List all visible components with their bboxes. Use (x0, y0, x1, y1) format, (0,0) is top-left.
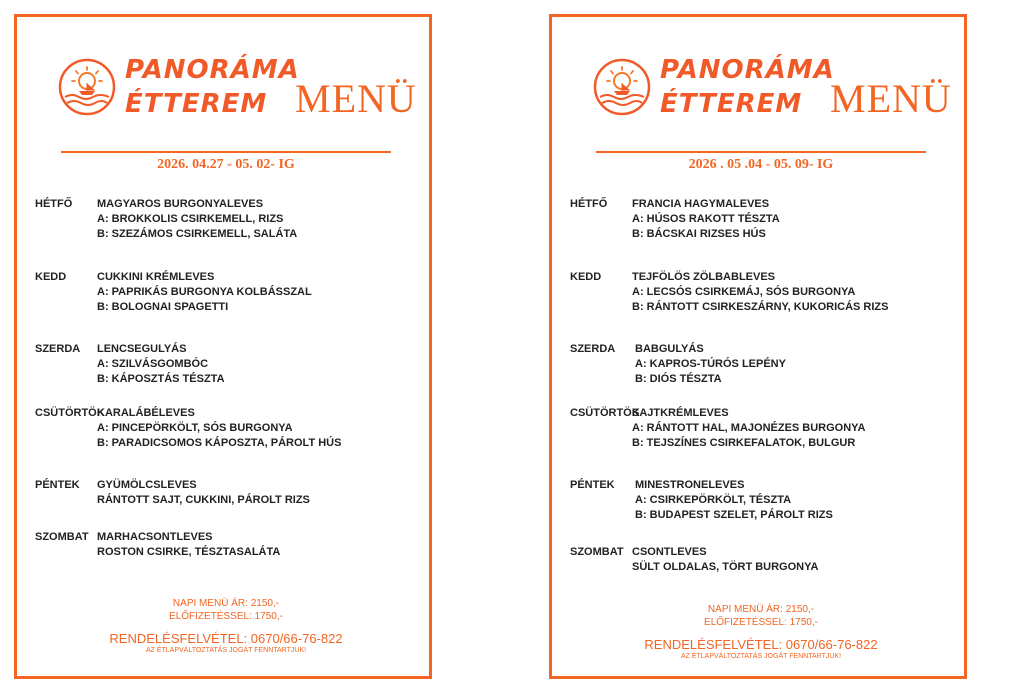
menu-price: NAPI MENÜ ÁR: 2150,- (707, 604, 815, 615)
order-phone: RENDELÉSFELVÉTEL: 0670/66-76-822 (109, 631, 343, 646)
day-name: CSÜTÖRTÖK (35, 407, 105, 419)
soup: CUKKINI KRÉMLEVES (97, 271, 215, 283)
dish-b: B: BUDAPEST SZELET, PÁROLT RIZS (635, 509, 833, 521)
day-name: HÉTFŐ (35, 198, 73, 210)
soup: KARALÁBÉLEVES (97, 407, 195, 419)
divider (61, 151, 391, 153)
dish-b: B: KÁPOSZTÁS TÉSZTA (97, 373, 225, 385)
brand-line-2: ÉTTEREM (660, 89, 803, 119)
day-name: SZOMBAT (35, 531, 89, 543)
dish-b: B: DIÓS TÉSZTA (635, 373, 722, 385)
soup: MARHACSONTLEVES (97, 531, 213, 543)
brand-line-2: ÉTTEREM (125, 89, 268, 119)
brand-line-1: PANORÁMA (660, 55, 835, 85)
dish-a: RÁNTOTT SAJT, CUKKINI, PÁROLT RIZS (97, 494, 310, 506)
menu-price: NAPI MENÜ ÁR: 2150,- (172, 598, 280, 609)
dish-a: A: CSIRKEPÖRKÖLT, TÉSZTA (635, 494, 792, 506)
menu-heading: MENÜ (830, 76, 952, 121)
restaurant-brand-name (125, 53, 300, 121)
dish-a: A: KAPROS-TÚRÓS LEPÉNY (635, 358, 786, 370)
day-name: SZOMBAT (570, 546, 624, 558)
day-name: SZERDA (35, 343, 81, 355)
disclaimer: AZ ÉTLAPVÁLTOZTATÁS JOGÁT FENNTARTJUK! (145, 647, 307, 654)
dish-a: A: LECSÓS CSIRKEMÁJ, SÓS BURGONYA (632, 286, 856, 298)
dish-b: B: PARADICSOMOS KÁPOSZTA, PÁROLT HÚS (97, 437, 342, 449)
soup: TEJFÖLÖS ZÖLBABLEVES (632, 271, 776, 283)
dish-b: B: BÁCSKAI RIZSES HÚS (632, 228, 766, 240)
soup: GYÜMÖLCSLEVES (97, 479, 197, 491)
day-name: CSÜTÖRTÖK (570, 407, 640, 419)
dish-a: ROSTON CSIRKE, TÉSZTASALÁTA (97, 546, 281, 558)
sun-boat-logo-icon (592, 57, 652, 117)
dish-a: A: BROKKOLIS CSIRKEMELL, RIZS (97, 213, 284, 225)
day-name: PÉNTEK (35, 479, 80, 491)
soup: BABGULYÁS (635, 343, 704, 355)
soup: MAGYAROS BURGONYALEVES (97, 198, 264, 210)
dish-a: SÜLT OLDALAS, TÖRT BURGONYA (632, 561, 819, 573)
soup: LENCSEGULYÁS (97, 343, 187, 355)
dish-b: B: BOLOGNAI SPAGETTI (97, 301, 229, 313)
soup: MINESTRONELEVES (635, 479, 745, 491)
date-range: 2026 . 05 .04 - 05. 09- IG (688, 157, 834, 172)
dish-b: B: TEJSZÍNES CSIRKEFALATOK, BULGUR (632, 437, 856, 449)
restaurant-brand-name (660, 53, 835, 121)
soup: CSONTLEVES (632, 546, 707, 558)
day-name: PÉNTEK (570, 479, 615, 491)
order-phone: RENDELÉSFELVÉTEL: 0670/66-76-822 (644, 637, 878, 652)
dish-a: A: RÁNTOTT HAL, MAJONÉZES BURGONYA (632, 422, 866, 434)
soup: SAJTKRÉMLEVES (632, 407, 729, 419)
divider (596, 151, 926, 153)
dish-b: B: SZEZÁMOS CSIRKEMELL, SALÁTA (97, 228, 298, 240)
sun-boat-logo-icon (57, 57, 117, 117)
dish-a: A: HÚSOS RAKOTT TÉSZTA (632, 213, 780, 225)
date-range: 2026. 04.27 - 05. 02- IG (157, 157, 295, 172)
day-name: KEDD (35, 271, 67, 283)
subscription-price: ELŐFIZETÉSSEL: 1750,- (704, 617, 818, 628)
menu-page-left (14, 14, 432, 679)
soup: FRANCIA HAGYMALEVES (632, 198, 770, 210)
disclaimer: AZ ÉTLAPVÁLTOZTATÁS JOGÁT FENNTARTJUK! (680, 653, 842, 660)
menu-heading: MENÜ (295, 76, 417, 121)
day-name: SZERDA (570, 343, 616, 355)
dish-a: A: PINCEPÖRKÖLT, SÓS BURGONYA (97, 422, 293, 434)
menu-page-right (549, 14, 967, 679)
dish-b: B: RÁNTOTT CSIRKESZÁRNY, KUKORICÁS RIZS (632, 301, 889, 313)
day-name: HÉTFŐ (570, 198, 608, 210)
brand-line-1: PANORÁMA (125, 55, 300, 85)
dish-a: A: SZILVÁSGOMBÓC (97, 358, 209, 370)
day-name: KEDD (570, 271, 602, 283)
subscription-price: ELŐFIZETÉSSEL: 1750,- (169, 611, 283, 622)
dish-a: A: PAPRIKÁS BURGONYA KOLBÁSSZAL (97, 286, 312, 298)
